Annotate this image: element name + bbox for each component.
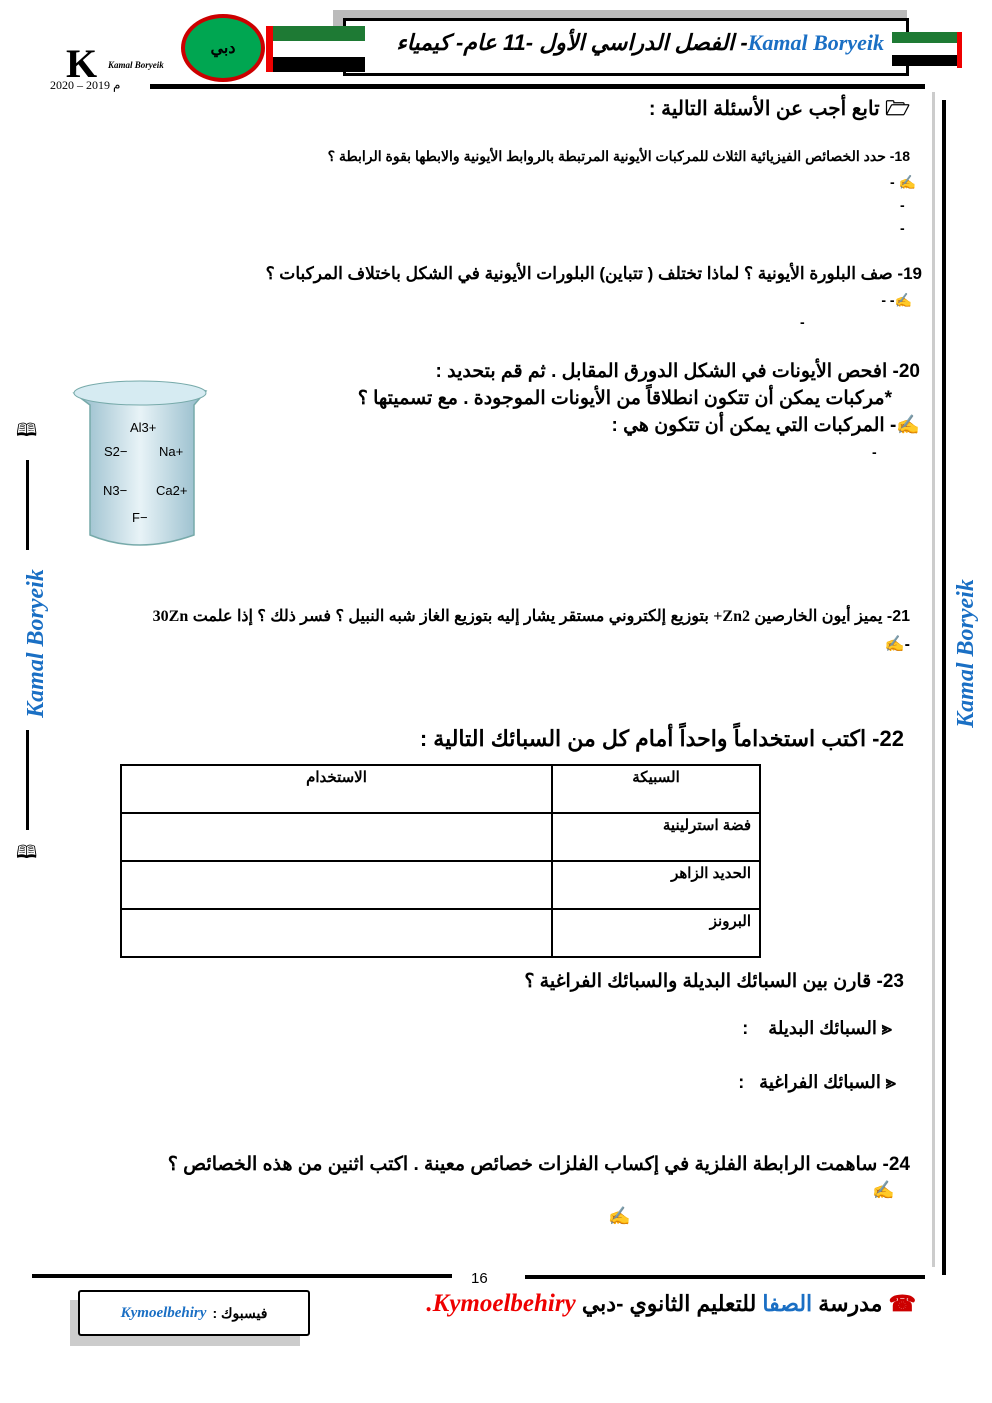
facebook-box: فيسبوك : Kymoelbehiry [78, 1290, 310, 1336]
beaker-image [68, 375, 210, 553]
table-row: البرونز [121, 909, 760, 957]
page-number: 16 [471, 1270, 488, 1287]
question-19: 19- صف البلورة الأيونية ؟ لماذا تختلف ( تتباين) البلورات الأيونية في الشكل باختلاف المركبات ؟ [265, 264, 922, 283]
pencil-icon: ✍ [872, 1180, 895, 1200]
header-title [372, 30, 884, 56]
ion-label: F− [132, 510, 148, 525]
ion-label: S2− [104, 444, 128, 459]
answer-line: -✍ [884, 636, 910, 653]
logo-k-icon: K [66, 41, 98, 86]
ion-label: Na+ [159, 444, 184, 459]
ion-label: Ca2+ [156, 483, 188, 498]
side-rule [26, 460, 29, 550]
book-icon: 🕮 [16, 420, 38, 440]
footer-rule [32, 1274, 452, 1278]
side-signature-right: Kamal Boryeik [952, 579, 979, 728]
alloys-table [120, 764, 761, 958]
answer-line: - [872, 444, 877, 460]
answer-line: ✍- - [881, 292, 912, 308]
right-shadow [932, 92, 935, 1267]
answer-line: - [800, 314, 805, 330]
table-row: فضة استرلينية [121, 813, 760, 861]
question-21: 21- يميز أيون الخارصين Zn2+ بتوزيع إلكتروني مستقر يشار إليه بتوزيع الغاز شبه النبيل ؟ فسر ذلك ؟ إذا علمت 30Zn [152, 608, 910, 625]
title-text: - الفصل الدراسي الأول -11 عام- كيمياء [396, 30, 748, 55]
ion-label: N3− [103, 483, 128, 498]
answer-line: - [900, 220, 905, 236]
right-border [942, 100, 946, 1275]
folder-icon: 🗁 [879, 98, 910, 120]
city-badge: دبي [181, 14, 265, 82]
title-brand: Kamal Boryeik [747, 30, 884, 55]
uae-flag-right [892, 32, 962, 68]
answer-line: ✍ - [890, 174, 916, 190]
footer-rule [525, 1275, 925, 1279]
header-rule [150, 84, 925, 89]
facebook-link[interactable]: Kymoelbehiry [120, 1304, 207, 1321]
ion-label: Al3+ [130, 420, 157, 435]
question-18: 18- حدد الخصائص الفيزيائية الثلاث للمركبات الأيونية المرتبطة بالروابط الأيونية والابطها بقوة الرابطة ؟ [327, 148, 910, 164]
list-item: ⪡ السبائك الفراغية : [738, 1072, 896, 1092]
side-signature-left: Kamal Boryeik [22, 569, 49, 718]
side-rule [26, 730, 29, 830]
question-23: 23- قارن بين السبائك البديلة والسبائك الفراغية ؟ [524, 971, 904, 992]
footer-school: ☎ مدرسة الصفا للتعليم الثانوي -دبي Kymoelbehiry. [426, 1290, 916, 1317]
book-icon: 🕮 [16, 842, 38, 862]
question-22: 22- اكتب استخداماً واحداً أمام كل من السبائك التالية : [419, 726, 904, 751]
logo-text: Kamal Boryeik [108, 60, 164, 70]
table-row: الحديد الزاهر [121, 861, 760, 909]
phone-icon: ☎ [888, 1291, 916, 1316]
uae-flag-left [270, 26, 365, 72]
pencil-icon: ✍ [608, 1206, 631, 1226]
usage-cell[interactable] [121, 861, 552, 909]
usage-cell[interactable] [121, 813, 552, 861]
usage-cell[interactable] [121, 909, 552, 957]
question-24: 24- ساهمت الرابطة الفلزية في إكساب الفلزات خصائص معينة . اكتب اثنين من هذه الخصائص ؟ [167, 1154, 910, 1175]
list-item: ⪡ السبائك البديلة : [742, 1018, 892, 1038]
intro-heading: 🗁 تابع أجب عن الأسئلة التالية : [648, 98, 910, 120]
answer-line: - [900, 197, 905, 213]
year: 2020 – 2019 م [50, 78, 121, 92]
question-20: 20- افحص الأيونات في الشكل الدورق المقابل . ثم قم بتحديد : *مركبات يمكن أن تتكون انطلاقاً من الأيونات الموجودة . مع تسميتها ؟ ✍- المركبات التي يمكن أن تتكون هي : [357, 361, 920, 436]
table-header-row: السبيكة الاستخدام [121, 765, 760, 813]
